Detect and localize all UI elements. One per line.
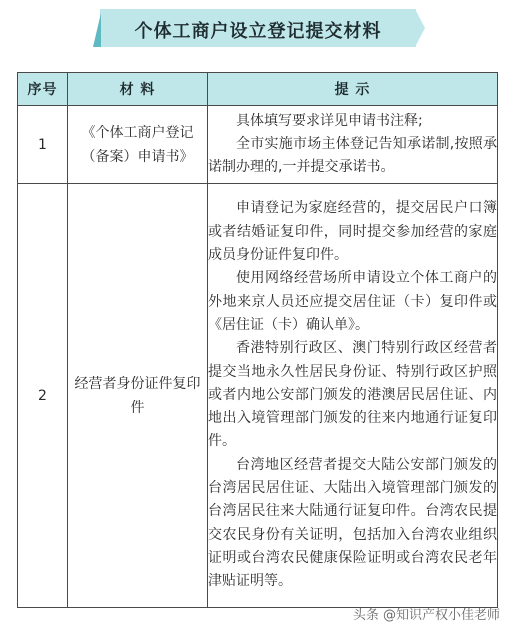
- tip-paragraph: 台湾地区经营者提交大陆公安部门颁发的台湾居民居住证、大陆出入境管理部门颁发的台湾居民往来大陆通行证复印件。台湾农民提交农民身份有关证明，包括加入台湾农业组织证明或台湾农民健康保险证明或台湾农民老年津贴证明等。: [208, 456, 497, 590]
- tip-cell: [208, 184, 498, 608]
- header-material: 材 料: [68, 73, 208, 106]
- page-title: 个体工商户设立登记提交材料: [134, 21, 382, 42]
- title-banner: [100, 9, 416, 47]
- row-number: 2: [18, 184, 68, 608]
- table-row: [18, 184, 498, 608]
- header-no: 序号: [18, 73, 68, 106]
- material-name: 《个体工商户登记（备案）申请书》: [68, 106, 208, 184]
- materials-table: [17, 72, 498, 608]
- table-header-row: [18, 73, 498, 106]
- watermark: 头条 @知识产权小佳老师: [352, 608, 500, 623]
- tip-cell: [208, 106, 498, 184]
- tip-paragraph: 香港特别行政区、澳门特别行政区经营者提交当地永久性居民身份证、特别行政区护照或者内地公安部门颁发的港澳居民居住证、内地出入境管理部门颁发的往来内地通行证复印件。: [208, 340, 497, 450]
- table-row: [18, 106, 498, 184]
- tip-paragraph: 使用网络经营场所申请设立个体工商户的外地来京人员还应提交居住证（卡）复印件或《居住证（卡）确认单》。: [208, 270, 497, 333]
- row-number: 1: [18, 106, 68, 184]
- tip-paragraph: 具体填写要求详见申请书注释;: [236, 112, 423, 129]
- material-name: 经营者身份证件复印件: [68, 184, 208, 608]
- tip-paragraph: 申请登记为家庭经营的，提交居民户口簿或者结婚证复印件，同时提交参加经营的家庭成员身份证件复印件。: [208, 200, 497, 264]
- header-tip: 提 示: [208, 73, 498, 106]
- tip-paragraph: 全市实施市场主体登记告知承诺制,按照承诺制办理的,一并提交承诺书。: [208, 135, 497, 176]
